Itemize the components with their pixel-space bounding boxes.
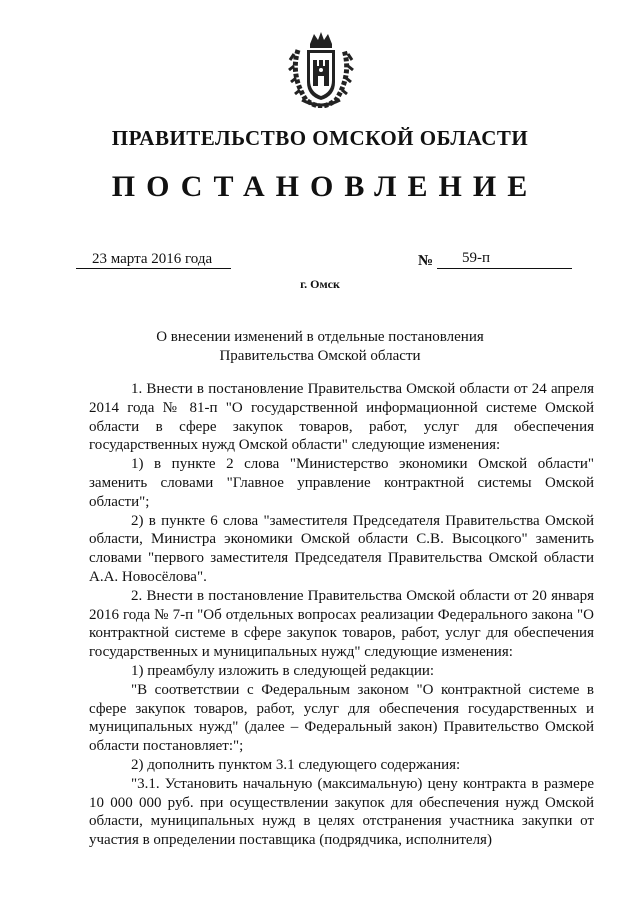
body-paragraph: 1) в пункте 2 слова "Министерство экономики Омской области" заменить словами "Главное управление контрактной системы Омской области"; — [89, 456, 594, 510]
body-paragraph: "В соответствии с Федеральным законом "О контрактной системе в сфере закупок товаров, работ, услуг для обеспечения государственных и муниципальных нужд" (далее – Федеральный закон) Правительство Омской области постановляет:"; — [89, 681, 594, 755]
organization-title: ПРАВИТЕЛЬСТВО ОМСКОЙ ОБЛАСТИ — [111, 126, 529, 150]
body-paragraph: "3.1. Установить начальную (максимальную) цену контракта в размере 10 000 000 руб. при осуществлении закупок для обеспечения нужд Омской области, муниципальных нужд в целях отстранения участника закупки от участия в определении поставщика (подрядчика, исполнителя) — [89, 775, 594, 849]
body-paragraph: 1. Внести в постановление Правительства Омской области от 24 апреля 2014 года № 81-п "О государственной информационной системе Омской области в сфере закупок товаров, работ, услуг для обеспечения государственных нужд Омской области" следующие изменения: — [89, 381, 594, 454]
document-type-title: ПОСТАНОВЛЕНИЕ — [111, 170, 539, 203]
number-underline — [437, 254, 572, 269]
body-paragraph: 2) дополнить пунктом 3.1 следующего содержания: — [131, 756, 461, 773]
document-body — [89, 380, 594, 850]
body-paragraph: 2) в пункте 6 слова "заместителя Председателя Правительства Омской области, Министра экономики Омской области С.В. Высоцкого" заменить словами "первого заместителя Председателя Правительства Омской области А.А. Новосёлова". — [89, 512, 594, 585]
document-subject — [0, 328, 640, 366]
city: г. Омск — [300, 277, 340, 291]
document-number: 59-п — [462, 250, 491, 266]
body-paragraph: 2. Внести в постановление Правительства Омской области от 20 января 2016 года № 7-п "Об отдельных вопросах реализации Федерального закона "О контрактной системе в сфере закупок товаров, работ, услуг для обеспечения государственных и муниципальных нужд" следующие изменения: — [89, 587, 594, 661]
subject-line: О внесении изменений в отдельные постановления — [156, 329, 484, 345]
body-paragraph: 1) преамбулу изложить в следующей редакции: — [131, 662, 435, 679]
subject-line: Правительства Омской области — [219, 348, 421, 364]
document-date: 23 марта 2016 года — [92, 251, 213, 267]
number-label: № — [418, 253, 434, 269]
crest-icon — [288, 30, 354, 108]
